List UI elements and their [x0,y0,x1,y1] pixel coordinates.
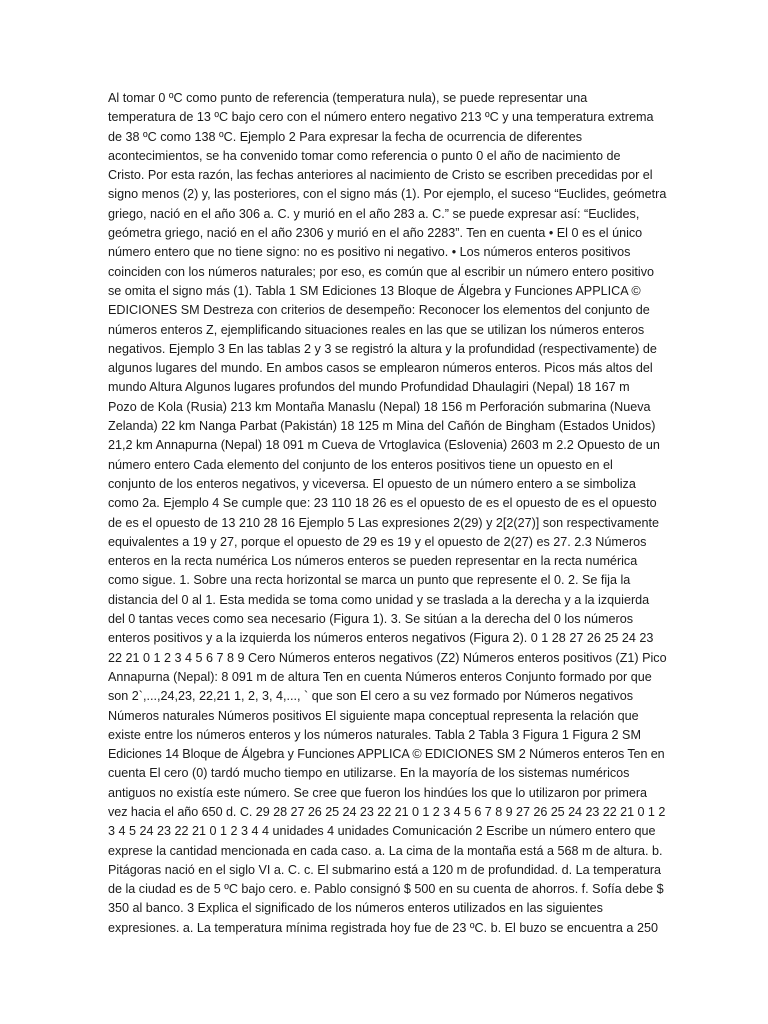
text-line: 22 21 0 1 2 3 4 5 6 7 8 9 Cero Números enteros negativos (Z2) Números enteros positivos (Z1) Pico [108,650,667,665]
text-line: 21,2 km Annapurna (Nepal) 18 091 m Cueva de Vrtoglavica (Eslovenia) 2603 m 2.2 Opuesto de un [108,438,660,453]
text-line: temperatura de 13 ºC bajo cero con el número entero negativo 213 ºC y una temperatura extrema [108,110,654,125]
text-line: negativos. Ejemplo 3 En las tablas 2 y 3 se registró la altura y la profundidad (respectivamente) de [108,341,657,356]
text-line: griego, nació en el año 306 a. C. y murió en el año 283 a. C.” se puede expresar así: “Euclides, [108,206,640,221]
text-line: expresiones. a. La temperatura mínima registrada hoy fue de 23 ºC. b. El buzo se encuentra a 250 [108,920,658,935]
text-line: Pozo de Kola (Rusia) 213 km Montaña Manaslu (Nepal) 18 156 m Perforación submarina (Nueva [108,399,651,414]
text-line: 350 al banco. 3 Explica el significado de los números enteros utilizados en las siguientes [108,901,603,916]
text-line: acontecimientos, se ha convenido tomar como referencia o punto 0 el año de nacimiento de [108,148,621,163]
text-line: Ediciones 14 Bloque de Álgebra y Funciones APPLICA © EDICIONES SM 2 Números enteros Ten en [108,747,665,762]
text-line: Pitágoras nació en el siglo VI a. C. c. El submarino está a 120 m de profundidad. d. La temperatura [108,862,662,877]
text-line: números enteros Z, ejemplificando situaciones reales en las que se utilizan los números enteros [108,322,645,337]
text-line: enteros positivos y a la izquierda los números enteros negativos (Figura 2). 0 1 28 27 26 25 24 23 [108,631,654,646]
text-line: se omita el signo más (1). Tabla 1 SM Ediciones 13 Bloque de Álgebra y Funciones APPLICA © [108,283,641,298]
text-line: de 38 ºC como 138 ºC. Ejemplo 2 Para expresar la fecha de ocurrencia de diferentes [108,129,583,144]
text-line: como sigue. 1. Sobre una recta horizontal se marca un punto que represente el 0. 2. Se fija la [108,573,631,588]
text-line: EDICIONES SM Destreza con criterios de desempeño: Reconocer los elementos del conjunto de [108,303,650,318]
text-line: Números naturales Números positivos El siguiente mapa conceptual representa la relación que [108,708,639,723]
text-line: número entero que no tiene signo: no es positivo ni negativo. • Los números enteros positivos [108,245,631,260]
text-line: conjunto de los enteros negativos, y viceversa. El opuesto de un número entero a se simboliza [108,476,636,491]
text-line: antiguos no existía este número. Se cree que fueron los hindúes los que lo utilizaron por primera [108,785,648,800]
text-line: algunos lugares del mundo. En ambos casos se emplearon números enteros. Picos más altos del [108,361,653,376]
text-line: de la ciudad es de 5 ºC bajo cero. e. Pablo consignó $ 500 en su cuenta de ahorros. f. Sofía debe $ [108,882,664,897]
text-line: mundo Altura Algunos lugares profundos del mundo Profundidad Dhaulagiri (Nepal) 18 167 m [108,380,630,395]
text-line: distancia del 0 al 1. Esta medida se toma como unidad y se traslada a la derecha y a la izquierda [108,592,650,607]
text-line: Cristo. Por esta razón, las fechas anteriores al nacimiento de Cristo se escriben precedidas por el [108,168,653,183]
text-line: vez hacia el año 650 d. C. 29 28 27 26 25 24 23 22 21 0 1 2 3 4 5 6 7 8 9 27 26 25 24 23 22 21 0 1 2 [108,804,666,819]
text-line: de es el opuesto de 13 210 28 16 Ejemplo 5 Las expresiones 2(29) y 2[2(27)] son respectivamente [108,515,659,530]
text-line: existe entre los números enteros y los números naturales. Tabla 2 Tabla 3 Figura 1 Figura 2 SM [108,727,641,742]
text-line: exprese la cantidad mencionada en cada caso. a. La cima de la montaña está a 568 m de altura. b. [108,843,663,858]
text-line: como 2a. Ejemplo 4 Se cumple que: 23 110 18 26 es el opuesto de es el opuesto de es el opuesto [108,496,657,511]
body-text [108,89,668,938]
text-line: enteros en la recta numérica Los números enteros se pueden representar en la recta numérica [108,554,638,569]
text-line: Annapurna (Nepal): 8 091 m de altura Ten en cuenta Números enteros Conjunto formado por que [108,669,652,684]
text-line: equivalentes a 19 y 27, porque el opuesto de 29 es 19 y el opuesto de 2(27) es 27. 2.3 Números [108,534,647,549]
text-line: son 2`,...,24,23, 22,21 1, 2, 3, 4,..., ` que son El cero a su vez formado por Números negativos [108,689,634,704]
text-line: del 0 tantas veces como sea necesario (Figura 1). 3. Se sitúan a la derecha del 0 los números [108,612,634,627]
text-line: Al tomar 0 ºC como punto de referencia (temperatura nula), se puede representar una [108,91,588,105]
text-line: coinciden con los números naturales; por eso, es común que al escribir un número entero positivo [108,264,655,279]
text-line: cuenta El cero (0) tardó mucho tiempo en utilizarse. En la mayoría de los sistemas numéricos [108,766,630,781]
text-line: Zelanda) 22 km Nanga Parbat (Pakistán) 18 125 m Mina del Cañón de Bingham (Estados Unidos) [108,419,656,434]
text-line: 3 4 5 24 23 22 21 0 1 2 3 4 4 unidades 4 unidades Comunicación 2 Escribe un número entero que [108,824,656,839]
text-line: número entero Cada elemento del conjunto de los enteros positivos tiene un opuesto en el [108,457,613,472]
text-line: signo menos (2) y, las posteriores, con el signo más (1). Por ejemplo, el suceso “Euclides, geómetra [108,187,667,202]
text-line: geómetra griego, nació en el año 2306 y murió en el año 2283”. Ten en cuenta • El 0 es el único [108,226,643,241]
